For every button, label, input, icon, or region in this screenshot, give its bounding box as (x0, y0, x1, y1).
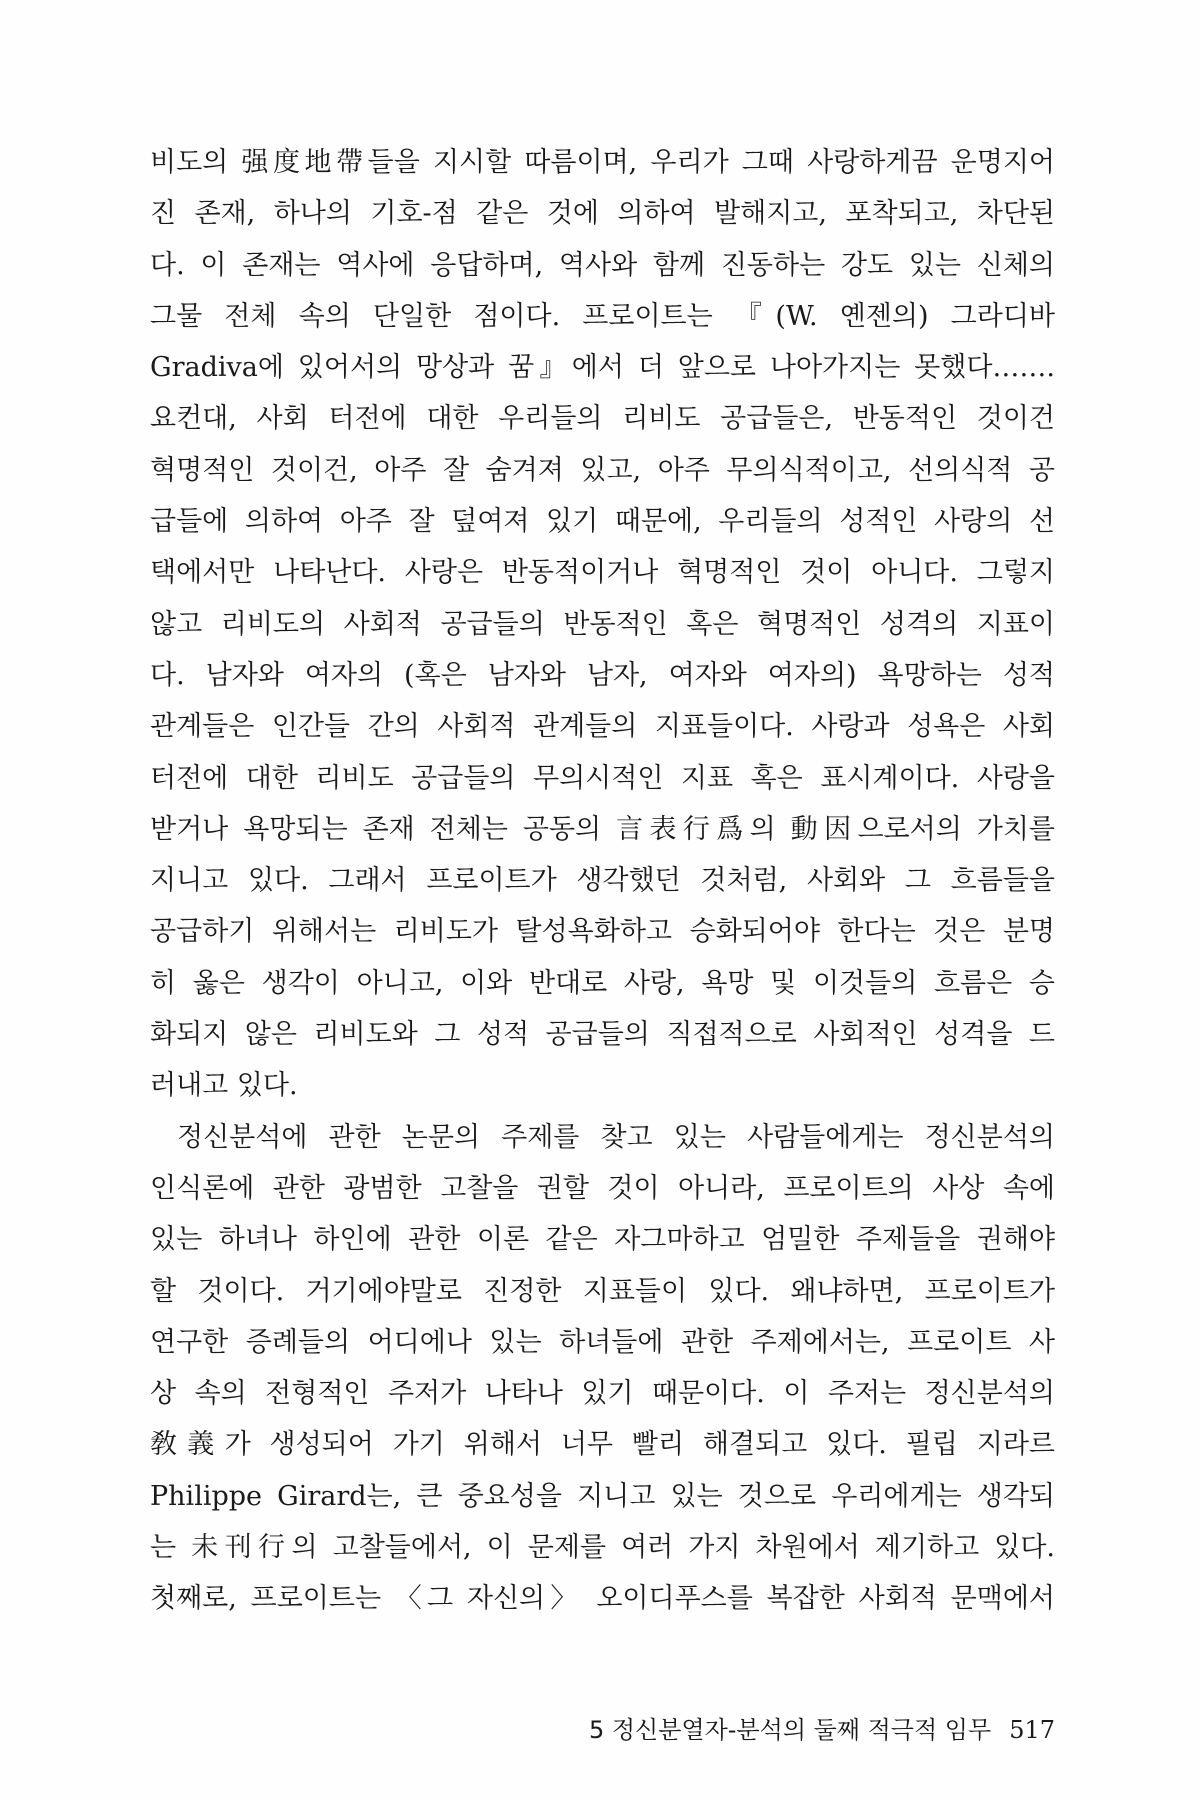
text-line: 진 존재, 하나의 기호-점 같은 것에 의하여 발해지고, 포착되고, 차단된 (150, 198, 1055, 230)
text-line: 연구한 증례들의 어디에나 있는 하녀들에 관한 주제에서는, 프로이트 사 (150, 1326, 1055, 1358)
text-line: 인식론에 관한 광범한 고찰을 권할 것이 아니라, 프로이트의 사상 속에 (150, 1172, 1055, 1204)
text-line: 받거나 욕망되는 존재 전체는 공동의 言表行爲의 動因으로서의 가치를 (150, 813, 1055, 845)
running-head: 5 정신분열자-분석의 둘째 적극적 임무 (588, 1716, 992, 1744)
text-line: Philippe Girard는, 큰 중요성을 지니고 있는 것으로 우리에게는 생각되 (150, 1480, 1055, 1512)
text-line: 다. 이 존재는 역사에 응답하며, 역사와 함께 진동하는 강도 있는 신체의 (150, 249, 1055, 281)
text-line: 다. 남자와 여자의 (혹은 남자와 남자, 여자와 여자의) 욕망하는 성적 (150, 659, 1055, 691)
text-line: 히 옳은 생각이 아니고, 이와 반대로 사랑, 욕망 및 이것들의 흐름은 승 (150, 967, 1055, 999)
text-line: 공급하기 위해서는 리비도가 탈성욕화하고 승화되어야 한다는 것은 분명 (150, 916, 1055, 948)
text-line: 비도의 强度地帶들을 지시할 따름이며, 우리가 그때 사랑하게끔 운명지어 (150, 147, 1055, 178)
text-line: 있는 하녀나 하인에 관한 이론 같은 자그마하고 엄밀한 주제들을 권해야 (150, 1224, 1055, 1256)
text-line: 터전에 대한 리비도 공급들의 무의시적인 지표 혹은 표시계이다. 사랑을 (150, 762, 1055, 794)
text-line: 상 속의 전형적인 주저가 나타나 있기 때문이다. 이 주저는 정신분석의 (150, 1378, 1055, 1410)
text-line: 관계들은 인간들 간의 사회적 관계들의 지표들이다. 사랑과 성욕은 사회 (150, 711, 1055, 743)
page-number: 517 (1009, 1716, 1055, 1744)
text-line: 정신분석에 관한 논문의 주제를 찾고 있는 사람들에게는 정신분석의 (177, 1121, 1055, 1153)
text-line: 급들에 의하여 아주 잘 덮여져 있기 때문에, 우리들의 성적인 사랑의 선 (150, 506, 1055, 538)
text-line: 할 것이다. 거기에야말로 진정한 지표들이 있다. 왜냐하면, 프로이트가 (150, 1275, 1055, 1307)
text-line: 그물 전체 속의 단일한 점이다. 프로이트는 『(W. 옌젠의) 그라디바 (150, 300, 1055, 332)
text-line: 첫째로, 프로이트는 〈그 자신의〉 오이디푸스를 복잡한 사회적 문맥에서 (150, 1583, 1055, 1615)
text-line: 화되지 않은 리비도와 그 성적 공급들의 직접적으로 사회적인 성격을 드 (150, 1019, 1055, 1051)
page-footer (520, 1710, 1055, 1750)
text-line: 지니고 있다. 그래서 프로이트가 생각했던 것처럼, 사회와 그 흐름들을 (150, 865, 1055, 897)
text-line: 않고 리비도의 사회적 공급들의 반동적인 혹은 혁명적인 성격의 지표이 (150, 608, 1055, 640)
text-line: 혁명적인 것이건, 아주 잘 숨겨져 있고, 아주 무의식적이고, 선의식적 공 (150, 454, 1055, 486)
text-line: 요컨대, 사회 터전에 대한 우리들의 리비도 공급들은, 반동적인 것이건 (150, 403, 1055, 435)
body-text (150, 137, 1055, 1625)
text-line: 러내고 있다. (150, 1070, 298, 1102)
text-line: Gradiva에 있어서의 망상과 꿈』에서 더 앞으로 나아가지는 못했다……. (150, 352, 1055, 384)
text-line: 는 未刊行의 고찰들에서, 이 문제를 여러 가지 차원에서 제기하고 있다. (150, 1532, 1055, 1564)
text-line: 敎義가 생성되어 가기 위해서 너무 빨리 해결되고 있다. 필립 지라르 (150, 1429, 1055, 1461)
text-line: 택에서만 나타난다. 사랑은 반동적이거나 혁명적인 것이 아니다. 그렇지 (150, 557, 1055, 589)
